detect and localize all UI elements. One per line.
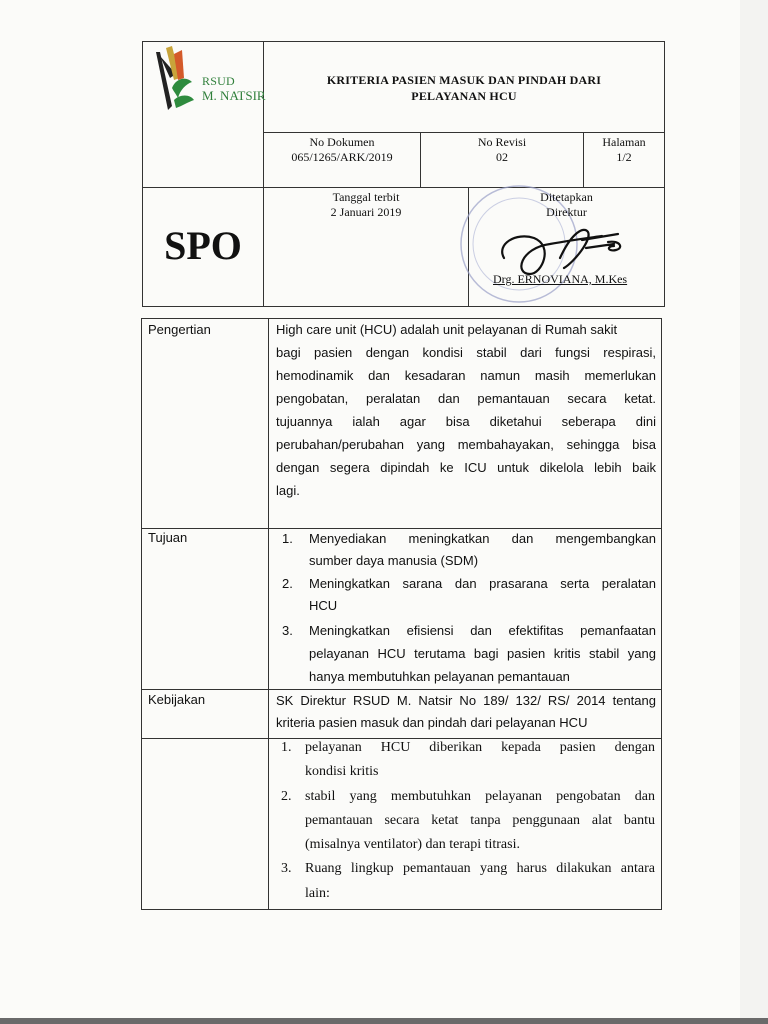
- tujuan-1-line-2: sumber daya manusia (SDM): [309, 553, 479, 568]
- header-border-bottom: [142, 306, 665, 307]
- no-revisi-label: No Revisi: [477, 135, 527, 149]
- tujuan-2-line-1: Meningkatkan sarana dan prasarana serta peralatan: [309, 576, 656, 591]
- direktur-label: Direktur: [546, 205, 587, 219]
- prosedur-3-line-1: Ruang lingkup pemantauan yang harus dilakukan antara: [305, 861, 655, 876]
- header-border-right: [664, 41, 665, 307]
- pengertian-line-4: pengobatan, peralatan dan pemantauan secara ketat.: [276, 391, 656, 406]
- tanggal-terbit-label: Tanggal terbit: [332, 190, 400, 204]
- pengertian-line-8: lagi.: [276, 483, 300, 498]
- scan-edge: [0, 1018, 768, 1024]
- hospital-logo: [146, 44, 266, 130]
- row-divider-tujuan: [141, 528, 662, 529]
- header-divider-meta: [142, 187, 665, 188]
- tujuan-2-number: 2.: [282, 576, 293, 591]
- body-border-bottom: [141, 909, 662, 910]
- tujuan-2-line-2: HCU: [309, 598, 338, 613]
- label-tujuan: Tujuan: [148, 530, 188, 545]
- logo-line-2: M. NATSIR: [202, 88, 266, 103]
- pengertian-line-3: hemodinamik dan kesadaran namun masih memerlukan: [276, 368, 656, 383]
- body-divider-vertical: [268, 318, 269, 910]
- prosedur-2-number: 2.: [281, 789, 292, 804]
- prosedur-2-line-1: stabil yang membutuhkan pelayanan pengobatan dan: [305, 789, 655, 804]
- prosedur-2-line-3: (misalnya ventilator) dan terapi titrasi.: [305, 837, 520, 852]
- no-revisi-value: 02: [496, 150, 508, 164]
- tujuan-3-line-2: pelayanan HCU terutama bagi pasien kritis stabil yang: [309, 646, 656, 661]
- pengertian-line-1: High care unit (HCU) adalah unit pelayanan di Rumah sakit: [276, 322, 618, 337]
- tujuan-1-line-1: Menyediakan meningkatkan dan mengembangkan: [309, 531, 656, 546]
- row-divider-prosedur: [141, 738, 662, 739]
- tujuan-1-number: 1.: [282, 531, 293, 546]
- pengertian-line-7: dengan segera dipindah ke ICU untuk dikelola lebih baik: [276, 460, 656, 475]
- logo-line-1: RSUD: [202, 74, 235, 88]
- pengertian-line-6: perubahan/perubahan yang membahayakan, sehingga bisa: [276, 437, 656, 452]
- no-dokumen-label: No Dokumen: [309, 135, 375, 149]
- body-border-right: [661, 318, 662, 910]
- no-dokumen-value: 065/1265/ARK/2019: [291, 150, 393, 164]
- pengertian-line-2: bagi pasien dengan kondisi stabil dari fungsi respirasi,: [276, 345, 656, 360]
- pengertian-line-5: tujuannya ialah agar bisa diketahui seberapa dini: [276, 414, 656, 429]
- prosedur-3-line-2: lain:: [305, 886, 330, 901]
- body-border-top: [141, 318, 662, 319]
- spo-label: SPO: [164, 223, 242, 268]
- document-title-line-1: KRITERIA PASIEN MASUK DAN PINDAH DARI: [326, 73, 602, 87]
- kebijakan-line-2: kriteria pasien masuk dan pindah dari pelayanan HCU: [276, 715, 588, 730]
- header-border-top: [142, 41, 665, 42]
- kebijakan-line-1: SK Direktur RSUD M. Natsir No 189/ 132/ RS/ 2014 tentang: [276, 693, 656, 708]
- ditetapkan-label: Ditetapkan: [540, 190, 593, 204]
- prosedur-1-line-2: kondisi kritis: [305, 764, 379, 779]
- body-border-left: [141, 318, 142, 910]
- halaman-label: Halaman: [602, 135, 646, 149]
- prosedur-1-number: 1.: [281, 740, 292, 755]
- row-divider-kebijakan: [141, 689, 662, 690]
- label-pengertian: Pengertian: [148, 322, 211, 337]
- tujuan-3-line-1: Meningkatkan efisiensi dan efektifitas pemanfaatan: [309, 623, 656, 638]
- document-title-line-2: PELAYANAN HCU: [411, 89, 517, 103]
- director-name: Drg. ERNOVIANA, M.Kes: [493, 272, 628, 286]
- prosedur-1-line-1: pelayanan HCU diberikan kepada pasien dengan: [305, 740, 655, 755]
- halaman-value: 1/2: [616, 150, 632, 164]
- tujuan-3-line-3: hanya membutuhkan pelayanan pemantauan: [309, 669, 570, 684]
- prosedur-2-line-2: pemantauan secara ketat tanpa penggunaan alat bantu: [305, 813, 655, 828]
- label-kebijakan: Kebijakan: [148, 692, 206, 707]
- prosedur-3-number: 3.: [281, 861, 292, 876]
- tanggal-terbit-value: 2 Januari 2019: [330, 205, 402, 219]
- tujuan-3-number: 3.: [282, 623, 293, 638]
- header-divider-title: [263, 132, 665, 133]
